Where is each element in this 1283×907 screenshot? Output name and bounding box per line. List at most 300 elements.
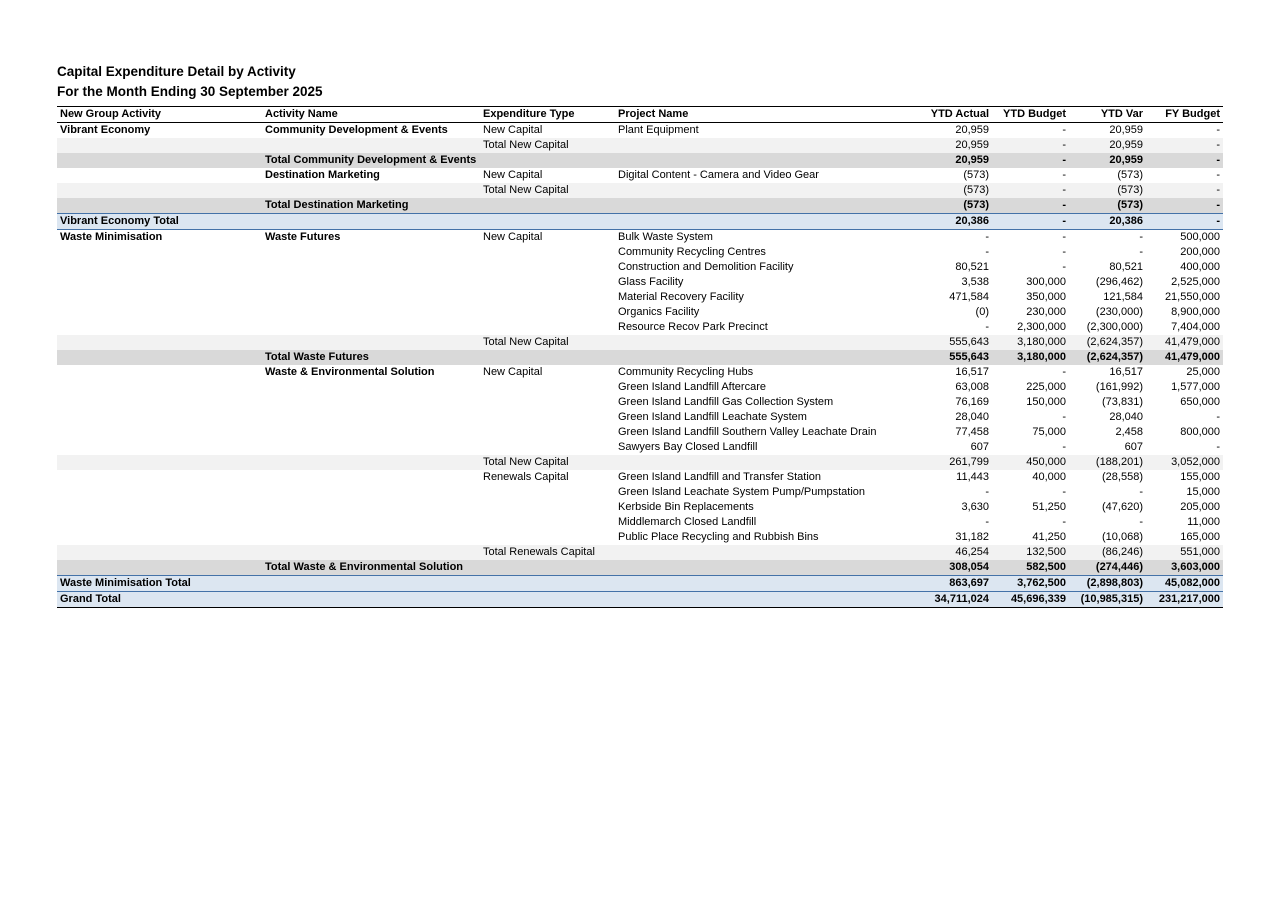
cell-expenditure-type: New Capital (483, 124, 543, 136)
cell-expenditure-type (480, 275, 615, 290)
cell-group-activity: Vibrant Economy (60, 124, 151, 136)
cell-group-activity (57, 500, 262, 515)
cell-ytd-actual: 20,959 (955, 124, 989, 136)
cell-ytd-var: (86,246) (1069, 545, 1146, 560)
cell-activity-name (262, 395, 480, 410)
table-row (57, 410, 1223, 425)
cell-ytd-budget: - (1062, 486, 1066, 498)
table-row-subtotal-line (57, 545, 1223, 560)
cell-ytd-budget: - (1062, 366, 1066, 378)
cell-group-activity: Grand Total (57, 592, 262, 608)
cell-expenditure-type (480, 410, 615, 425)
cell-group-activity (57, 455, 262, 470)
cell-activity-name (262, 275, 480, 290)
cell-project-name: Bulk Waste System (618, 231, 713, 243)
cell-ytd-var: (274,446) (1069, 560, 1146, 576)
table-row (57, 290, 1223, 305)
cell-ytd-var: 20,959 (1109, 124, 1143, 136)
cell-ytd-budget: - (992, 153, 1069, 168)
cell-project-name: Kerbside Bin Replacements (618, 501, 754, 513)
cell-expenditure-type (480, 305, 615, 320)
cell-activity-name (262, 138, 480, 153)
cell-group-activity (57, 440, 262, 455)
cell-expenditure-type (480, 198, 615, 214)
cell-fy-budget: 8,900,000 (1171, 306, 1220, 318)
cell-group-activity (57, 168, 262, 183)
cell-ytd-budget: - (1062, 516, 1066, 528)
cell-project-name: Construction and Demolition Facility (618, 261, 794, 273)
cell-activity-name (262, 290, 480, 305)
cell-ytd-budget: 582,500 (992, 560, 1069, 576)
cell-ytd-actual: 607 (970, 441, 989, 453)
cell-group-activity (57, 183, 262, 198)
cell-expenditure-type: New Capital (483, 231, 543, 243)
table-row-group-total (57, 576, 1223, 592)
cell-activity-name (262, 576, 480, 592)
cell-project-name: Green Island Leachate System Pump/Pumpstation (618, 486, 866, 498)
cell-ytd-budget: - (1062, 441, 1066, 453)
cell-activity-name (262, 440, 480, 455)
table-row (57, 260, 1223, 275)
cell-ytd-actual: 20,959 (915, 153, 992, 168)
cell-ytd-actual: 34,711,024 (915, 592, 992, 608)
cell-ytd-actual: 261,799 (915, 455, 992, 470)
table-row-subtotal (57, 560, 1223, 576)
cell-project-name: Green Island Landfill Aftercare (618, 381, 766, 393)
cell-ytd-var: (47,620) (1102, 501, 1143, 513)
table-row-grand-total (57, 592, 1223, 608)
cell-ytd-budget: - (1062, 169, 1066, 181)
cell-fy-budget: 3,603,000 (1146, 560, 1223, 576)
cell-fy-budget: 7,404,000 (1171, 321, 1220, 333)
cell-group-activity (57, 365, 262, 380)
cell-group-activity (57, 275, 262, 290)
cell-fy-budget: 205,000 (1180, 501, 1220, 513)
cell-fy-budget: 2,525,000 (1171, 276, 1220, 288)
cell-activity-name (262, 530, 480, 545)
cell-activity-name (262, 260, 480, 275)
cell-ytd-var: 80,521 (1109, 261, 1143, 273)
cell-expenditure-type (480, 485, 615, 500)
cell-ytd-budget: 45,696,339 (992, 592, 1069, 608)
cell-ytd-actual: 16,517 (955, 366, 989, 378)
table-row-subtotal-line (57, 183, 1223, 198)
cell-activity-name: Total Waste Futures (262, 350, 480, 365)
cell-ytd-actual: (573) (915, 198, 992, 214)
cell-fy-budget: 800,000 (1180, 426, 1220, 438)
cell-project-name: Green Island Landfill Southern Valley Leachate Drain (618, 426, 877, 438)
cell-project-name (615, 153, 915, 168)
table-row (57, 440, 1223, 455)
cell-ytd-actual: 555,643 (915, 350, 992, 365)
cell-ytd-var: (10,068) (1102, 531, 1143, 543)
cell-project-name (615, 138, 915, 153)
cell-fy-budget: 650,000 (1180, 396, 1220, 408)
cell-ytd-var: 28,040 (1109, 411, 1143, 423)
report-titles (57, 62, 323, 102)
cell-group-activity (57, 395, 262, 410)
cell-ytd-budget: 51,250 (1032, 501, 1066, 513)
cell-fy-budget: 11,000 (1187, 516, 1220, 528)
cell-ytd-var: (573) (1069, 183, 1146, 198)
report-title: Capital Expenditure Detail by Activity (57, 64, 296, 79)
cell-project-name: Organics Facility (618, 306, 700, 318)
cell-expenditure-type: Total New Capital (480, 335, 615, 350)
cell-activity-name: Waste & Environmental Solution (265, 366, 435, 378)
cell-ytd-budget: - (992, 214, 1069, 230)
cell-expenditure-type (480, 290, 615, 305)
cell-expenditure-type: Total New Capital (480, 455, 615, 470)
cell-ytd-actual: (0) (975, 306, 989, 318)
cell-group-activity (57, 410, 262, 425)
cell-expenditure-type (480, 395, 615, 410)
cell-ytd-budget: 3,180,000 (992, 350, 1069, 365)
cell-group-activity (57, 320, 262, 335)
cell-expenditure-type (480, 153, 615, 168)
cell-activity-name: Waste Futures (265, 231, 341, 243)
cell-project-name (615, 545, 915, 560)
cell-group-activity (57, 380, 262, 395)
cell-ytd-actual: 20,386 (915, 214, 992, 230)
cell-expenditure-type (480, 380, 615, 395)
header-fy-budget: FY Budget (1146, 107, 1223, 123)
cell-project-name (615, 592, 915, 608)
cell-ytd-var: (2,624,357) (1069, 335, 1146, 350)
cell-ytd-var: - (1139, 246, 1143, 258)
header-activity-name: Activity Name (262, 107, 480, 123)
table-row (57, 485, 1223, 500)
cell-fy-budget: 551,000 (1146, 545, 1223, 560)
cell-expenditure-type (480, 350, 615, 365)
cell-ytd-budget: 3,762,500 (992, 576, 1069, 592)
table-row-subtotal-line (57, 335, 1223, 350)
cell-project-name: Public Place Recycling and Rubbish Bins (618, 531, 819, 543)
cell-expenditure-type (480, 245, 615, 260)
cell-activity-name (262, 592, 480, 608)
header-ytd-actual: YTD Actual (915, 107, 992, 123)
cell-ytd-var: (296,462) (1095, 276, 1143, 288)
cell-fy-budget: - (1216, 411, 1220, 423)
cell-fy-budget: 15,000 (1186, 486, 1220, 498)
cell-activity-name (262, 500, 480, 515)
cell-expenditure-type (480, 500, 615, 515)
table-body (57, 123, 1223, 608)
cell-expenditure-type (480, 560, 615, 576)
cell-fy-budget: 1,577,000 (1171, 381, 1220, 393)
cell-ytd-actual: 471,584 (949, 291, 989, 303)
cell-ytd-var: 20,386 (1069, 214, 1146, 230)
table-row (57, 530, 1223, 545)
cell-ytd-budget: - (992, 183, 1069, 198)
cell-group-activity (57, 260, 262, 275)
cell-project-name (615, 560, 915, 576)
cell-fy-budget: 155,000 (1180, 471, 1220, 483)
cell-ytd-var: (573) (1117, 169, 1143, 181)
cell-ytd-actual: 555,643 (915, 335, 992, 350)
cell-ytd-var: (28,558) (1102, 471, 1143, 483)
cell-expenditure-type (480, 425, 615, 440)
cell-group-activity (57, 290, 262, 305)
cell-ytd-actual: 77,458 (955, 426, 989, 438)
cell-fy-budget: 3,052,000 (1146, 455, 1223, 470)
cell-ytd-actual: 3,630 (961, 501, 989, 513)
cell-fy-budget: - (1146, 198, 1223, 214)
cell-fy-budget: - (1146, 153, 1223, 168)
cell-fy-budget: - (1146, 183, 1223, 198)
table-header (57, 107, 1223, 123)
cell-ytd-var: 20,959 (1069, 153, 1146, 168)
cell-project-name (615, 198, 915, 214)
cell-expenditure-type: Total New Capital (480, 138, 615, 153)
header-project-name: Project Name (615, 107, 915, 123)
cell-ytd-budget: 3,180,000 (992, 335, 1069, 350)
cell-project-name: Green Island Landfill Leachate System (618, 411, 807, 423)
cell-group-activity: Waste Minimisation Total (57, 576, 262, 592)
cell-ytd-actual: 76,169 (955, 396, 989, 408)
cell-activity-name (262, 183, 480, 198)
cell-ytd-actual: (573) (915, 183, 992, 198)
cell-ytd-budget: - (1062, 411, 1066, 423)
cell-activity-name (262, 485, 480, 500)
cell-activity-name: Total Community Development & Events (262, 153, 480, 168)
cell-activity-name: Total Waste & Environmental Solution (262, 560, 480, 576)
cell-project-name (615, 350, 915, 365)
cell-ytd-actual: 863,697 (915, 576, 992, 592)
cell-fy-budget: 25,000 (1186, 366, 1220, 378)
cell-ytd-var: - (1139, 516, 1143, 528)
cell-ytd-actual: 3,538 (961, 276, 989, 288)
cell-ytd-budget: 41,250 (1032, 531, 1066, 543)
cell-fy-budget: 231,217,000 (1146, 592, 1223, 608)
cell-ytd-var: - (1139, 486, 1143, 498)
cell-ytd-actual: 46,254 (915, 545, 992, 560)
table-row (57, 515, 1223, 530)
cell-ytd-budget: 150,000 (1026, 396, 1066, 408)
cell-project-name: Sawyers Bay Closed Landfill (618, 441, 758, 453)
cell-ytd-var: (573) (1069, 198, 1146, 214)
cell-activity-name (262, 410, 480, 425)
cell-ytd-actual: - (985, 516, 989, 528)
header-ytd-budget: YTD Budget (992, 107, 1069, 123)
cell-ytd-var: (161,992) (1095, 381, 1143, 393)
cell-ytd-actual: 63,008 (955, 381, 989, 393)
table-row-group-total (57, 214, 1223, 230)
cell-project-name: Green Island Landfill and Transfer Station (618, 471, 822, 483)
cell-expenditure-type (480, 320, 615, 335)
cell-ytd-var: 20,959 (1069, 138, 1146, 153)
header-expenditure-type: Expenditure Type (480, 107, 615, 123)
cell-ytd-budget: 75,000 (1032, 426, 1066, 438)
table-row (57, 123, 1223, 139)
table-row (57, 380, 1223, 395)
table-row-subtotal (57, 350, 1223, 365)
cell-activity-name (262, 245, 480, 260)
report-subtitle: For the Month Ending 30 September 2025 (57, 84, 323, 99)
header-row (57, 107, 1223, 123)
cell-expenditure-type (480, 214, 615, 230)
cell-ytd-actual: 20,959 (915, 138, 992, 153)
cell-project-name: Community Recycling Centres (618, 246, 766, 258)
header-group-activity: New Group Activity (57, 107, 262, 123)
cell-group-activity (57, 425, 262, 440)
cell-ytd-budget: - (1062, 124, 1066, 136)
cell-activity-name (262, 335, 480, 350)
cell-activity-name: Total Destination Marketing (262, 198, 480, 214)
cell-ytd-var: 607 (1124, 441, 1143, 453)
header-ytd-var: YTD Var (1069, 107, 1146, 123)
cell-group-activity (57, 560, 262, 576)
cell-ytd-var: 16,517 (1109, 366, 1143, 378)
cell-ytd-actual: 11,443 (956, 471, 989, 483)
cell-group-activity (57, 245, 262, 260)
cell-group-activity (57, 515, 262, 530)
cell-expenditure-type: New Capital (483, 169, 543, 181)
cell-ytd-budget: 132,500 (992, 545, 1069, 560)
cell-ytd-var: - (1139, 231, 1143, 243)
cell-fy-budget: - (1146, 214, 1223, 230)
cell-group-activity (57, 198, 262, 214)
cell-ytd-actual: 31,182 (955, 531, 989, 543)
table-row (57, 470, 1223, 485)
cell-ytd-actual: 308,054 (915, 560, 992, 576)
table-row-subtotal-line (57, 138, 1223, 153)
cell-ytd-actual: (573) (963, 169, 989, 181)
cell-project-name (615, 455, 915, 470)
cell-activity-name: Destination Marketing (265, 169, 380, 181)
cell-project-name: Glass Facility (618, 276, 684, 288)
cell-project-name: Middlemarch Closed Landfill (618, 516, 757, 528)
table-row (57, 395, 1223, 410)
table-row-subtotal (57, 198, 1223, 214)
cell-expenditure-type: Total Renewals Capital (480, 545, 615, 560)
cell-ytd-var: (10,985,315) (1069, 592, 1146, 608)
cell-group-activity: Waste Minimisation (60, 231, 163, 243)
cell-fy-budget: - (1216, 441, 1220, 453)
cell-activity-name (262, 545, 480, 560)
cell-fy-budget: 200,000 (1180, 246, 1220, 258)
cell-ytd-actual: 80,521 (955, 261, 989, 273)
cell-expenditure-type (480, 515, 615, 530)
cell-group-activity (57, 530, 262, 545)
cell-ytd-var: 121,584 (1103, 291, 1143, 303)
table-row (57, 320, 1223, 335)
cell-project-name: Material Recovery Facility (618, 291, 744, 303)
cell-group-activity (57, 545, 262, 560)
cell-ytd-budget: 2,300,000 (1017, 321, 1066, 333)
cell-project-name: Community Recycling Hubs (618, 366, 754, 378)
cell-ytd-actual: - (985, 486, 989, 498)
cell-group-activity (57, 305, 262, 320)
cell-ytd-var: (2,624,357) (1069, 350, 1146, 365)
cell-fy-budget: 41,479,000 (1146, 350, 1223, 365)
cell-group-activity (57, 350, 262, 365)
capital-expenditure-table (57, 106, 1223, 608)
cell-fy-budget: - (1216, 169, 1220, 181)
cell-ytd-var: 2,458 (1115, 426, 1143, 438)
cell-activity-name (262, 320, 480, 335)
table-row (57, 275, 1223, 290)
cell-group-activity (57, 470, 262, 485)
cell-expenditure-type (480, 576, 615, 592)
cell-project-name: Plant Equipment (618, 124, 699, 136)
cell-fy-budget: 21,550,000 (1164, 291, 1220, 303)
cell-group-activity (57, 335, 262, 350)
cell-activity-name (262, 214, 480, 230)
table-row (57, 168, 1223, 183)
cell-fy-budget: - (1216, 124, 1220, 136)
cell-ytd-budget: 230,000 (1026, 306, 1066, 318)
cell-activity-name: Community Development & Events (265, 124, 448, 136)
cell-ytd-actual: - (985, 231, 989, 243)
cell-ytd-budget: 40,000 (1032, 471, 1066, 483)
cell-expenditure-type: Total New Capital (480, 183, 615, 198)
cell-fy-budget: - (1146, 138, 1223, 153)
cell-ytd-var: (230,000) (1095, 306, 1143, 318)
cell-activity-name (262, 425, 480, 440)
cell-expenditure-type (480, 440, 615, 455)
table-row-subtotal (57, 153, 1223, 168)
cell-ytd-budget: 300,000 (1026, 276, 1066, 288)
cell-ytd-actual: - (985, 321, 989, 333)
cell-ytd-actual: - (985, 246, 989, 258)
cell-activity-name (262, 515, 480, 530)
cell-expenditure-type: New Capital (483, 366, 543, 378)
cell-project-name: Green Island Landfill Gas Collection System (618, 396, 834, 408)
cell-ytd-budget: - (1062, 231, 1066, 243)
cell-fy-budget: 400,000 (1180, 261, 1220, 273)
cell-expenditure-type (480, 530, 615, 545)
cell-ytd-actual: 28,040 (955, 411, 989, 423)
cell-ytd-budget: 225,000 (1026, 381, 1066, 393)
cell-fy-budget: 165,000 (1180, 531, 1220, 543)
cell-ytd-budget: 450,000 (992, 455, 1069, 470)
cell-activity-name (262, 455, 480, 470)
cell-project-name (615, 214, 915, 230)
cell-group-activity (57, 153, 262, 168)
cell-expenditure-type (480, 260, 615, 275)
cell-ytd-var: (2,300,000) (1086, 321, 1143, 333)
cell-project-name (615, 183, 915, 198)
cell-ytd-budget: 350,000 (1026, 291, 1066, 303)
table-row (57, 365, 1223, 380)
cell-project-name: Resource Recov Park Precinct (618, 321, 768, 333)
table-row (57, 500, 1223, 515)
cell-activity-name (262, 380, 480, 395)
cell-ytd-budget: - (1062, 246, 1066, 258)
table-row (57, 305, 1223, 320)
cell-activity-name (262, 470, 480, 485)
cell-ytd-budget: - (1062, 261, 1066, 273)
cell-fy-budget: 45,082,000 (1146, 576, 1223, 592)
table-row (57, 245, 1223, 260)
cell-ytd-var: (2,898,803) (1069, 576, 1146, 592)
cell-ytd-var: (73,831) (1102, 396, 1143, 408)
table-row (57, 425, 1223, 440)
cell-project-name: Digital Content - Camera and Video Gear (618, 169, 819, 181)
cell-fy-budget: 41,479,000 (1146, 335, 1223, 350)
cell-group-activity (57, 138, 262, 153)
cell-expenditure-type: Renewals Capital (483, 471, 569, 483)
cell-ytd-budget: - (992, 138, 1069, 153)
cell-group-activity (57, 485, 262, 500)
cell-fy-budget: 500,000 (1180, 231, 1220, 243)
table-row-subtotal-line (57, 455, 1223, 470)
table-row (57, 230, 1223, 246)
cell-expenditure-type (480, 592, 615, 608)
cell-ytd-var: (188,201) (1069, 455, 1146, 470)
cell-ytd-budget: - (992, 198, 1069, 214)
cell-group-activity: Vibrant Economy Total (57, 214, 262, 230)
